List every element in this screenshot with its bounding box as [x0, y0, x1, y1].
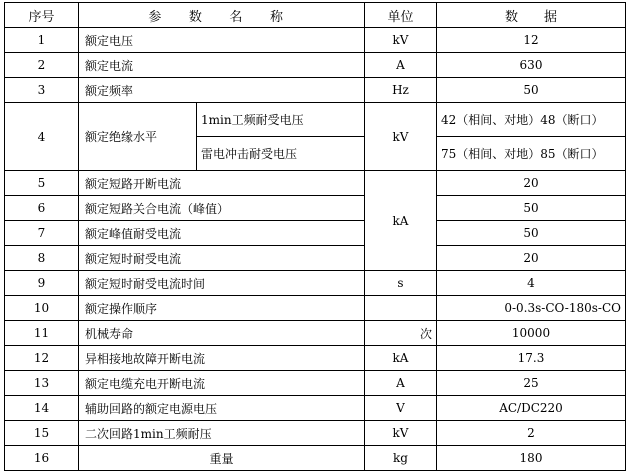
row-unit: V [365, 396, 437, 421]
table-row [5, 103, 626, 137]
row-value: 50 [437, 221, 626, 246]
row-no: 6 [5, 196, 79, 221]
table-header-row [5, 3, 626, 28]
row-no: 12 [5, 346, 79, 371]
table-row [5, 296, 626, 321]
row-name: 额定电流 [79, 53, 365, 78]
table-row [5, 271, 626, 296]
spec-table [4, 2, 626, 471]
row-no: 5 [5, 171, 79, 196]
row-value: 0-0.3s-CO-180s-CO [437, 296, 626, 321]
row-value: 180 [437, 446, 626, 471]
row-no: 9 [5, 271, 79, 296]
row-no: 16 [5, 446, 79, 471]
table-row [5, 371, 626, 396]
row-no: 2 [5, 53, 79, 78]
row-name: 额定电压 [79, 28, 365, 53]
row-unit: kA [365, 346, 437, 371]
row-value: 4 [437, 271, 626, 296]
row-name: 重量 [79, 446, 365, 471]
row-unit: kV [365, 421, 437, 446]
table-row [5, 28, 626, 53]
row-unit: 次 [365, 321, 437, 346]
row-name: 额定短时耐受电流时间 [79, 271, 365, 296]
row-name: 额定电缆充电开断电流 [79, 371, 365, 396]
table-row [5, 221, 626, 246]
row-unit: Hz [365, 78, 437, 103]
table-row [5, 246, 626, 271]
row-name: 额定频率 [79, 78, 365, 103]
row-no: 3 [5, 78, 79, 103]
row-value: 12 [437, 28, 626, 53]
row-value: 17.3 [437, 346, 626, 371]
row-value: 2 [437, 421, 626, 446]
row-unit [365, 296, 437, 321]
row-no: 4 [5, 103, 79, 171]
row-unit: s [365, 271, 437, 296]
row-subname: 雷电冲击耐受电压 [197, 137, 365, 171]
header-data: 数 据 [437, 3, 626, 28]
table-row [5, 346, 626, 371]
row-name: 额定短路开断电流 [79, 171, 365, 196]
table-row [5, 196, 626, 221]
table-row [5, 78, 626, 103]
table-row [5, 421, 626, 446]
table-row [5, 53, 626, 78]
header-unit: 单位 [365, 3, 437, 28]
row-name: 额定操作顺序 [79, 296, 365, 321]
row-no: 14 [5, 396, 79, 421]
row-unit: A [365, 371, 437, 396]
row-value: 42（相间、对地）48（断口） [437, 103, 626, 137]
row-no: 10 [5, 296, 79, 321]
row-unit: kV [365, 28, 437, 53]
row-value: 10000 [437, 321, 626, 346]
row-value: 25 [437, 371, 626, 396]
row-name: 机械寿命 [79, 321, 365, 346]
table-row [5, 446, 626, 471]
row-value: 630 [437, 53, 626, 78]
table-row [5, 171, 626, 196]
row-no: 15 [5, 421, 79, 446]
row-unit: A [365, 53, 437, 78]
row-value: 20 [437, 246, 626, 271]
row-name: 异相接地故障开断电流 [79, 346, 365, 371]
table-row [5, 396, 626, 421]
row-no: 8 [5, 246, 79, 271]
header-param: 参 数 名 称 [79, 3, 365, 28]
row-no: 1 [5, 28, 79, 53]
row-name: 额定短路关合电流（峰值） [79, 196, 365, 221]
header-no: 序号 [5, 3, 79, 28]
row-subname: 1min工频耐受电压 [197, 103, 365, 137]
row-no: 11 [5, 321, 79, 346]
row-name: 辅助回路的额定电源电压 [79, 396, 365, 421]
table-row [5, 321, 626, 346]
row-name: 额定短时耐受电流 [79, 246, 365, 271]
row-no: 7 [5, 221, 79, 246]
row-no: 13 [5, 371, 79, 396]
row-unit: kV [365, 103, 437, 171]
row-value: 50 [437, 78, 626, 103]
row-value: 75（相间、对地）85（断口） [437, 137, 626, 171]
row-unit: kA [365, 171, 437, 271]
row-unit: kg [365, 446, 437, 471]
row-name: 二次回路1min工频耐压 [79, 421, 365, 446]
row-name: 额定峰值耐受电流 [79, 221, 365, 246]
row-value: 20 [437, 171, 626, 196]
row-value: 50 [437, 196, 626, 221]
row-value: AC/DC220 [437, 396, 626, 421]
row-name: 额定绝缘水平 [79, 103, 197, 171]
